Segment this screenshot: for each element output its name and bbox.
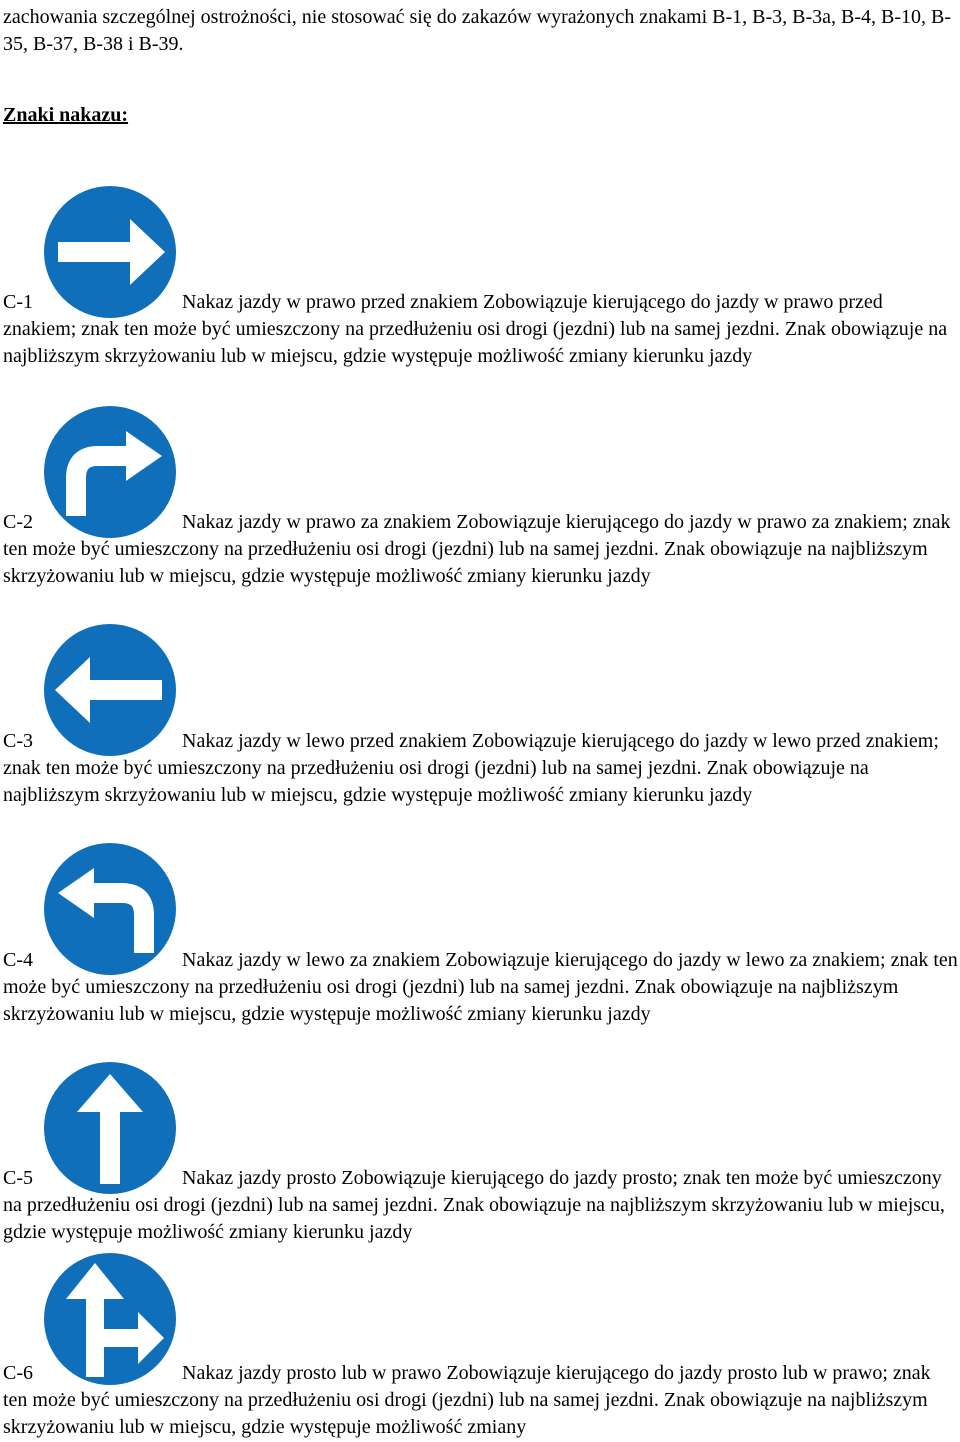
entry-c2 xyxy=(3,509,958,590)
entry-text: Nakaz jazdy prosto Zobowiązuje kierującego do jazdy prosto; znak ten może być umieszczony na przedłużeniu osi drogi (jezdni) lub na samej jezdni. Znak obowiązuje na najbliższym skrzyżowaniu lub w miejscu, gdzie występuje możliwość zmiany kierunku jazdy xyxy=(3,1167,945,1243)
entry-code: C-2 xyxy=(3,511,33,533)
section-heading: Znaki nakazu: xyxy=(3,104,129,126)
entry-c1 xyxy=(3,289,958,370)
entry-text: Nakaz jazdy w prawo przed znakiem Zobowiązuje kierującego do jazdy w prawo przed znakiem; znak ten może być umieszczony na przedłużeniu osi drogi (jezdni) lub na samej jezdni. Znak obowiązuje na najbliższym skrzyżowaniu lub w miejscu, gdzie występuje możliwość zmiany kierunku jazdy xyxy=(3,291,948,367)
entry-text: Nakaz jazdy prosto lub w prawo Zobowiązuje kierującego do jazdy prosto lub w prawo; znak ten może być umieszczony na przedłużeniu osi drogi (jezdni) lub na samej jezdni. Znak obowiązuje na najbliższym skrzyżowaniu lub w miejscu, gdzie występuje możliwość zmiany xyxy=(3,1362,931,1438)
entry-code: C-1 xyxy=(3,291,33,313)
entry-code: C-4 xyxy=(3,949,33,971)
entry-c6 xyxy=(3,1360,958,1441)
intro-paragraph: zachowania szczególnej ostrożności, nie stosować się do zakazów wyrażonych znakami B-1, B-3, B-3a, B-4, B-10, B-35, B-37, B-38 i B-39. xyxy=(3,6,952,55)
entry-code: C-5 xyxy=(3,1167,33,1189)
entry-code: C-3 xyxy=(3,730,33,752)
entry-text: Nakaz jazdy w lewo przed znakiem Zobowiązuje kierującego do jazdy w lewo przed znakiem; znak ten może być umieszczony na przedłużeniu osi drogi (jezdni) lub na samej jezdni. Znak obowiązuje na najbliższym skrzyżowaniu lub w miejscu, gdzie występuje możliwość zmiany kierunku jazdy xyxy=(3,730,939,806)
entry-c4 xyxy=(3,947,958,1028)
entry-c3 xyxy=(3,728,958,809)
entry-c5 xyxy=(3,1165,958,1246)
entry-code: C-6 xyxy=(3,1362,33,1384)
entry-text: Nakaz jazdy w lewo za znakiem Zobowiązuje kierującego do jazdy w lewo za znakiem; znak ten może być umieszczony na przedłużeniu osi drogi (jezdni) lub na samej jezdni. Znak obowiązuje na najbliższym skrzyżowaniu lub w miejscu, gdzie występuje możliwość zmiany kierunku jazdy xyxy=(3,949,958,1025)
entry-text: Nakaz jazdy w prawo za znakiem Zobowiązuje kierującego do jazdy w prawo za znakiem; znak ten może być umieszczony na przedłużeniu osi drogi (jezdni) lub na samej jezdni. Znak obowiązuje na najbliższym skrzyżowaniu lub w miejscu, gdzie występuje możliwość zmiany kierunku jazdy xyxy=(3,511,951,587)
